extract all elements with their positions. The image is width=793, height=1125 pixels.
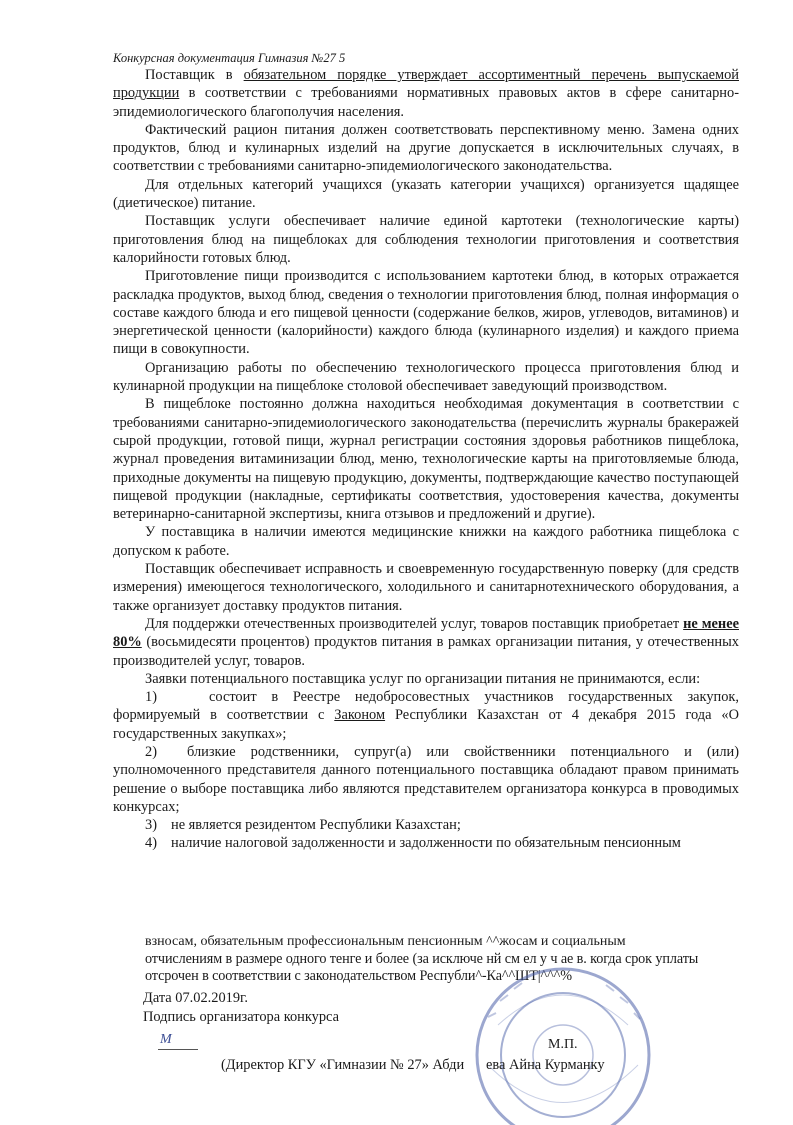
director-text: (Директор КГУ «Гимназии № 27» Абди [221,1057,465,1073]
paragraph: Приготовление пищи производится с использованием картотеки блюд, в которых отражается раскладка продуктов, выход блюд, сведения о технологии приготовления блюд, полная информация о составе каждого блюда и его пищевой ценности (содержание белков, жиров, углеводов, витаминов) и энергетической ценности (калорийности) каждого блюда (кулинарного изделия) и каждого приема пищи в совокупности. [113,268,739,358]
paragraph [113,66,739,121]
paragraph-text: (восьмидесяти процентов) продуктов питания в рамках организации питания, у отечественных производителей услуг, товаров. [113,634,739,669]
list-text: не является резидентом Республики Казахстан; [171,817,461,834]
list-number: 4) [145,835,157,852]
signature-label: Подпись организатора конкурса [143,1008,339,1025]
list-item [113,688,739,743]
list-number: 1) [145,689,157,706]
date-line: Дата 07.02.2019г. [143,990,248,1006]
list-text: Республики Казахстан от 4 декабря 2015 года «О государственных закупках»; [113,707,739,742]
paragraph: Поставщик услуги обеспечивает наличие единой картотеки (технологические карты) приготовления блюд на пищеблоках для соблюдения технологии приготовления и соответствия калорийности готовых блюд. [113,213,739,266]
list-text: близкие родственники, супруг(а) или свойственники потенциального и (или) уполномоченного представителя данного потенциального поставщика обладают правом принимать решение о выборе поставщика либо являются представителем организатора конкурса в проводимых конкурсах; [113,743,739,815]
paragraph: Организацию работы по обеспечению технологического процесса приготовления блюд и кулинарной продукции на пищеблоке столовой обеспечивает заведующий производством. [113,359,739,395]
paragraph-text: в соответствии с требованиями нормативных правовых актов в сфере санитарно-эпидемиологического благополучия населения. [113,85,739,120]
signature-mark: М [160,1032,172,1047]
signature-underline [158,1049,198,1050]
paragraph: В пищеблоке постоянно должна находиться необходимая документация в соответствии с требованиями санитарно-эпидемиологического законодательства (перечислить журналы бракеражей сырой продукции, готовой пищи, журнал регистрации состояния здоровья работников пищеблока, журнал проведения витаминизации блюд, меню, технологические карты на приготовляемые блюда, приходные документы на пищевую продукцию, документы, подтверждающие качество поступающей пищевой продукции (накладные, сертификаты соответствия, удостоверения качества, документы ветеринарно-санитарной экспертизы, книга отзывов и предложений и другие). [113,396,739,523]
paragraph-text: Для поддержки отечественных производителей услуг, товаров поставщик приобретает [145,615,684,632]
list-item [113,816,739,834]
paragraph [113,615,739,670]
list-number: 2) [145,743,157,760]
list-item [113,834,739,852]
stamp-label: М.П. [548,1037,578,1052]
continuation-line: отсрочен в соответствии с законодательством Республи^-Ка^^ШТ|^^^% [145,968,572,984]
law-link[interactable]: Законом [334,707,386,724]
page-header: Конкурсная документация Гимназия №27 5 [113,51,346,65]
paragraph: Заявки потенциального поставщика услуг по организации питания не принимаются, если: [145,670,701,687]
bold-underlined-text: не менее 80% [113,615,739,651]
list-number: 3) [145,817,157,834]
paragraph: Фактический рацион питания должен соответствовать перспективному меню. Замена одних продуктов, блюд и кулинарных изделий на другие допускается в исключительных случаях, в соответствии с требованиями санитарно-эпидемиологического законодательства. [113,121,739,175]
list-item [113,743,739,816]
continuation-line: отчислениям в размере одного тенге и более (за исключе нй см ел у ч ае в. когда срок уплаты [145,950,699,967]
paragraph: Поставщик обеспечивает исправность и своевременную государственную поверку (для средств измерения) имеющегося технологического, холодильного и санитарнотехнического оборудования, а также организует доставку продуктов питания. [113,561,739,614]
continuation-line: взносам, обязательным профессиональным пенсионным ^^жосам и социальным [145,934,626,949]
director-name: ева Айна Курманку [486,1057,605,1073]
signature-block [143,989,339,1026]
underlined-text: обязательном порядке утверждает ассортиментный перечень выпускаемой продукции [113,67,739,102]
paragraph: Для отдельных категорий учащихся (указать категории учащихся) организуется щадящее (диетическое) питание. [113,176,739,212]
director-line [221,1057,605,1074]
paragraph: У поставщика в наличии имеются медицинские книжки на каждого работника пищеблока с допуском к работе. [113,524,739,559]
document-body [113,66,739,853]
paragraph-text: Поставщик в [145,67,244,83]
list-text: наличие налоговой задолженности и задолженности по обязательным пенсионным [171,835,681,852]
list-text: состоит в Реестре недобросовестных участников государственных закупок, формируемый в соответствии с [113,689,739,724]
